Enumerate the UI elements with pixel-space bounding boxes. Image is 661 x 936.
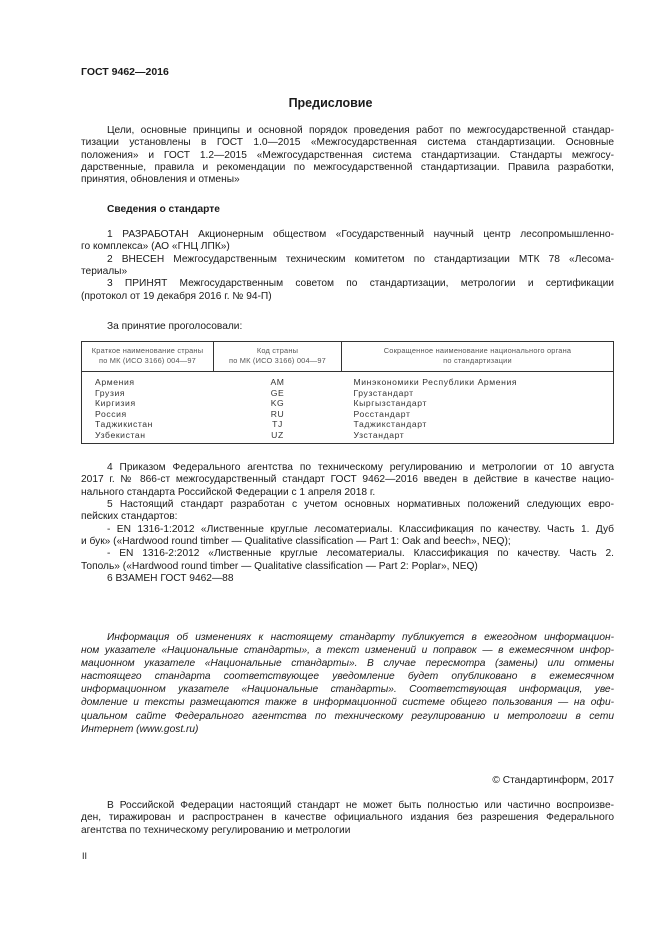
vote-label: За принятие проголосовали: bbox=[107, 321, 243, 332]
code-cell: RU bbox=[270, 408, 285, 419]
text-line: мационном указателе «Национальные стандарты». В случае пересмотра (замены) или отмены bbox=[81, 658, 614, 670]
copyright: © Стандартинформ, 2017 bbox=[492, 775, 614, 786]
column-header-code: Код страны по МК (ИСО 3166) 004—97 bbox=[214, 342, 342, 372]
text-line: 2 ВНЕСЕН Межгосударственным техническим комитетом по стандартизации МТК 78 «Лесома- bbox=[107, 253, 614, 265]
page-title: Предисловие bbox=[288, 96, 373, 110]
standard-info-items bbox=[81, 229, 614, 303]
code-cell: TJ bbox=[272, 419, 283, 429]
standards-body-cell: Минэкономики Республики Армения bbox=[353, 377, 518, 387]
table-row bbox=[82, 398, 614, 409]
text-line: положения» и ГОСТ 1.2—2015 «Межгосударственная система стандартизации. Стандарты межгосу- bbox=[81, 149, 614, 161]
table-row bbox=[82, 409, 614, 420]
voting-countries-table bbox=[81, 341, 614, 444]
text-line: дарственные, правила и рекомендации по межгосударственной стандартизации. Правила разработки, bbox=[81, 162, 614, 174]
page-number: II bbox=[82, 851, 88, 861]
table-row bbox=[82, 419, 614, 430]
amendments-info-paragraph bbox=[81, 631, 614, 736]
text-line: ном указателе «Национальные стандарты», а текст изменений и поправок — в ежемесячном инфор- bbox=[81, 645, 614, 657]
standard-info-items-continued bbox=[81, 462, 614, 585]
country-cell: Киргизия bbox=[95, 398, 136, 408]
text-line: 1 РАЗРАБОТАН Акционерным обществом «Государственный научный центр лесопромышленно- bbox=[107, 229, 614, 240]
country-cell: Грузия bbox=[95, 387, 126, 398]
text-line: - EN 1316-2:2012 «Лиственные круглые лесоматериалы. Классификация по качеству. Часть 2. bbox=[107, 548, 614, 560]
intro-paragraph bbox=[81, 125, 614, 187]
text-line: Информация об изменениях к настоящему стандарту публикуется в ежегодном информацион- bbox=[107, 632, 614, 643]
text-line: 3 ПРИНЯТ Межгосударственным советом по стандартизации, метрологии и сертификации bbox=[107, 278, 614, 290]
table-row bbox=[82, 388, 614, 399]
text-line: (протокол от 19 декабря 2016 г. № 94-П) bbox=[81, 290, 272, 302]
text-line: териалы» bbox=[81, 266, 128, 278]
text-line: 5 Настоящий стандарт разработан с учетом основных нормативных положений следующих евро- bbox=[107, 499, 614, 511]
text-line: пейских стандартов: bbox=[81, 511, 178, 523]
text-line: 2017 г. № 866-ст межгосударственный стандарт ГОСТ 9462—2016 введен в действие в качестве нацио- bbox=[81, 474, 614, 486]
text-line: 4 Приказом Федерального агентства по техническому регулированию и метрологии от 10 августа bbox=[107, 462, 614, 473]
text-line: 6 ВЗАМЕН ГОСТ 9462—88 bbox=[107, 573, 234, 585]
code-cell: GE bbox=[270, 387, 285, 398]
column-header-country: Краткое наименование страны по МК (ИСО 3166) 004—97 bbox=[82, 342, 214, 372]
standards-body-cell: Узстандарт bbox=[353, 429, 405, 440]
standards-body-cell: Таджикстандарт bbox=[353, 419, 427, 429]
text-line: го комплекса» (АО «ГНЦ ЛПК») bbox=[81, 241, 230, 253]
table-header-row bbox=[82, 342, 614, 372]
text-line: Цели, основные принципы и основной порядок проведения работ по межгосударственной стандар- bbox=[107, 125, 614, 136]
text-line: циальном сайте Федерального агентства по техническому регулированию и метрологии в сети bbox=[81, 710, 614, 722]
text-line: домление и тексты размещаются также в информационной системе общего пользования — на офи- bbox=[81, 697, 614, 709]
country-cell: Россия bbox=[95, 408, 127, 419]
text-line: Тополь» («Hardwood round timber — Qualitative classification — Part 2: Poplar», NEQ) bbox=[81, 560, 478, 572]
text-line: агентства по техническому регулированию и метрологии bbox=[81, 824, 351, 836]
table-row bbox=[82, 430, 614, 444]
text-line: - EN 1316-1:2012 «Лиственные круглые лесоматериалы. Классификация по качеству. Часть 1. Дуб bbox=[107, 523, 614, 535]
text-line: принятия, обновления и отмены» bbox=[81, 174, 240, 186]
code-cell: AM bbox=[270, 377, 285, 387]
text-line: настоящего стандарта соответствующее уведомление будет опубликовано в ежемесячном bbox=[81, 671, 614, 683]
text-line: нального стандарта Российской Федерации с 1 апреля 2018 г. bbox=[81, 486, 376, 498]
country-cell: Узбекистан bbox=[95, 429, 146, 440]
section-heading: Сведения о стандарте bbox=[107, 204, 220, 215]
text-line: информационном указателе «Национальные стандарты». Соответствующая информация, уве- bbox=[81, 684, 614, 696]
code-cell: KG bbox=[270, 398, 285, 408]
text-line: В Российской Федерации настоящий стандарт не может быть полностью или частично воспроизве- bbox=[107, 800, 614, 811]
text-line: ден, тиражирован и распространен в качестве официального издания без разрешения Федерального bbox=[81, 812, 614, 824]
standards-body-cell: Росстандарт bbox=[353, 408, 411, 419]
standards-body-cell: Кыргызстандарт bbox=[353, 398, 427, 408]
rights-paragraph bbox=[81, 800, 614, 837]
code-cell: UZ bbox=[271, 429, 284, 440]
standards-body-cell: Грузстандарт bbox=[353, 387, 414, 398]
column-header-body: Сокращенное наименование национального органа по стандартизации bbox=[342, 342, 614, 372]
document-header: ГОСТ 9462—2016 bbox=[81, 66, 169, 78]
table-row bbox=[82, 372, 614, 388]
text-line: Интернет (www.gost.ru) bbox=[81, 723, 199, 735]
text-line: тизации установлены в ГОСТ 1.0—2015 «Межгосударственная система стандартизации. Основные bbox=[81, 137, 614, 149]
country-cell: Таджикистан bbox=[95, 419, 154, 429]
country-cell: Армения bbox=[95, 377, 135, 387]
text-line: и бук» («Hardwood round timber — Qualitative classification — Part 1: Oak and beech», NEQ); bbox=[81, 536, 511, 548]
